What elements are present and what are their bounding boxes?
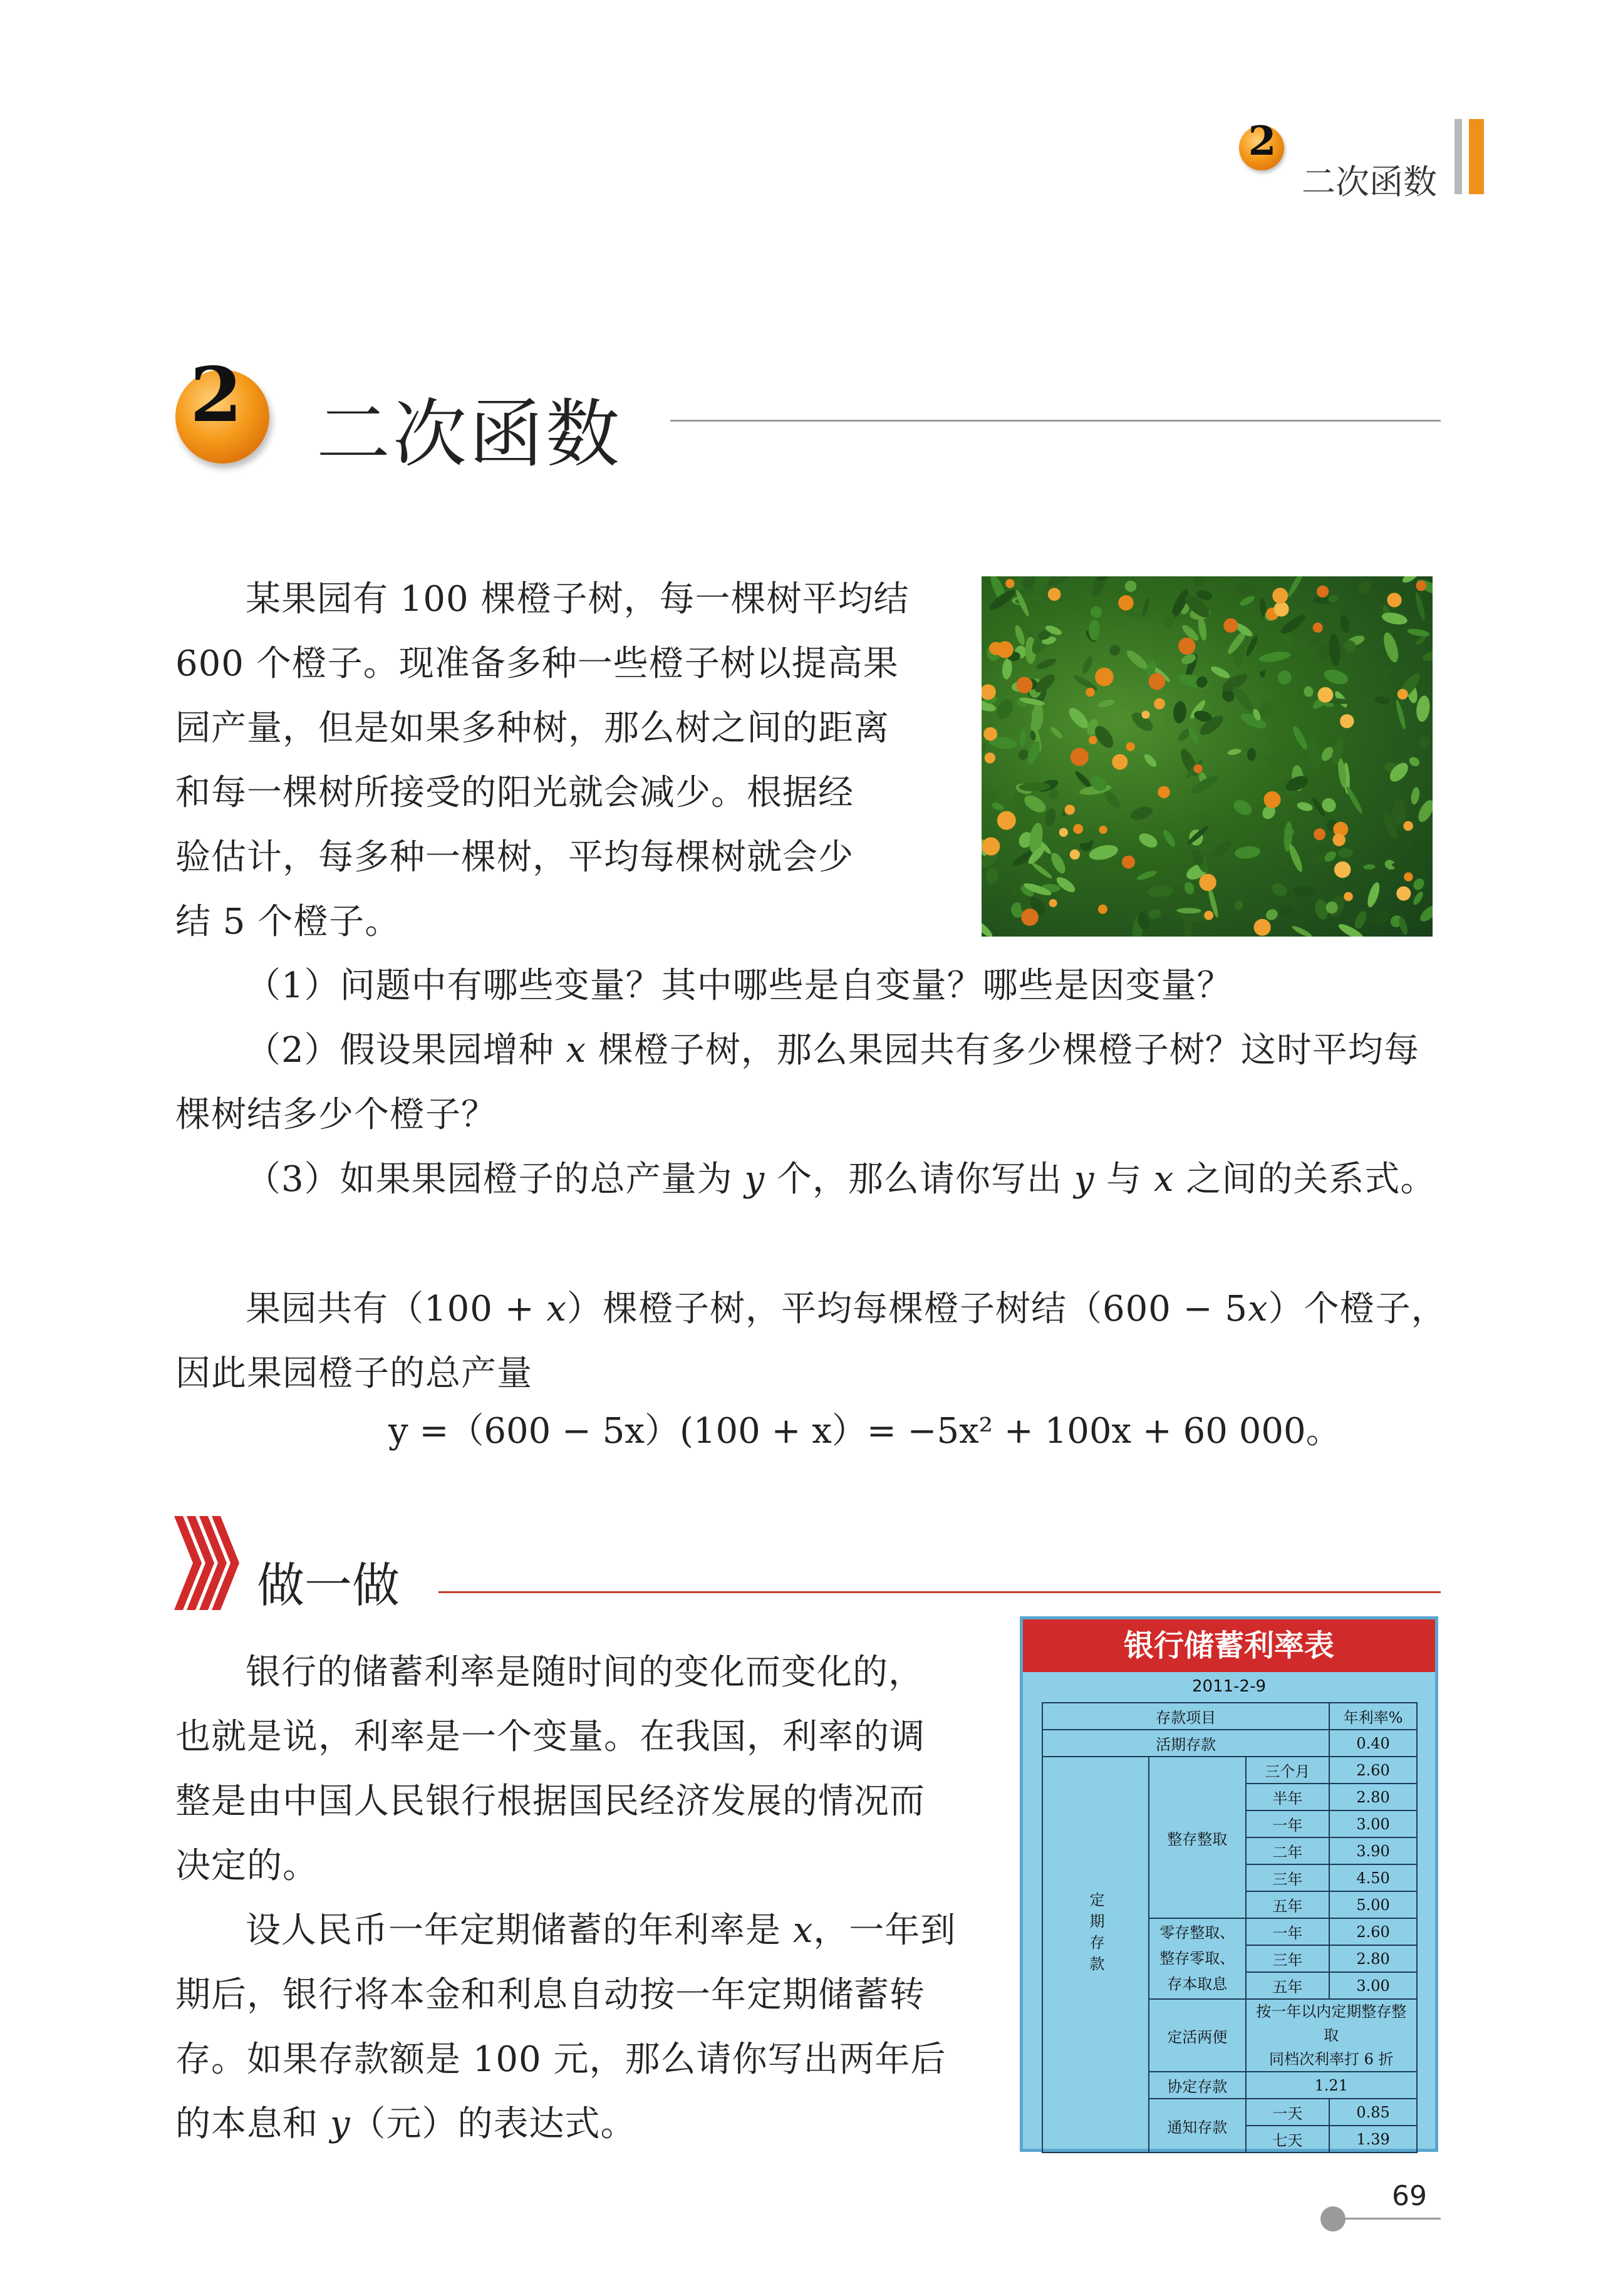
section-title: 做一做 bbox=[257, 1557, 400, 1613]
leaf-shape bbox=[1414, 591, 1427, 621]
orange-fruit bbox=[1317, 586, 1329, 598]
orange-fruit bbox=[1272, 588, 1288, 603]
leaf-shape bbox=[1234, 581, 1258, 597]
answer-line-2: 因此果园橙子的总产量 bbox=[175, 1353, 532, 1394]
orange-fruit bbox=[1070, 849, 1080, 860]
leaf-shape bbox=[1277, 670, 1292, 686]
chapter-title-rule bbox=[670, 420, 1441, 422]
leaf-shape bbox=[987, 788, 1000, 803]
chapter-title: 二次函数 bbox=[316, 391, 623, 477]
leaf-shape bbox=[1210, 838, 1235, 861]
table-cell: 2.80 bbox=[1329, 1945, 1417, 1972]
chapter-number: 2 bbox=[190, 351, 242, 439]
leaf-shape bbox=[1411, 838, 1433, 852]
leaf-shape bbox=[1148, 908, 1162, 920]
orange-fruit bbox=[1318, 687, 1334, 703]
orange-fruit bbox=[1313, 623, 1323, 633]
leaf-shape bbox=[1291, 924, 1314, 937]
orange-fruit bbox=[1334, 861, 1351, 878]
table-row bbox=[1042, 1730, 1417, 1757]
leaf-shape bbox=[1002, 658, 1013, 680]
leaf-shape bbox=[1044, 808, 1057, 827]
orange-fruit bbox=[1204, 911, 1213, 920]
leaf-shape bbox=[1322, 667, 1350, 687]
table-cell: 三年 bbox=[1246, 1864, 1330, 1891]
intro-paragraph bbox=[175, 567, 965, 954]
table-cell: 按一年以内定期整存整取 同档次利率打 6 折 bbox=[1246, 1999, 1418, 2072]
orange-fruit bbox=[1149, 673, 1166, 690]
leaf-shape bbox=[1293, 885, 1317, 897]
header-chapter-number: 2 bbox=[1248, 118, 1277, 165]
rate-table-title: 银行储蓄利率表 bbox=[1023, 1619, 1435, 1672]
orange-fruit bbox=[1404, 873, 1413, 881]
table-cell: 协定存款 bbox=[1149, 2072, 1246, 2099]
leaf-shape bbox=[1014, 624, 1027, 646]
leaf-shape bbox=[1392, 798, 1406, 826]
orange-fruit bbox=[1199, 874, 1216, 891]
table-cell: 零存整取、 整存零取、 存本取息 bbox=[1149, 1918, 1246, 1999]
orange-fruit bbox=[1086, 688, 1094, 697]
leaf-shape bbox=[1136, 869, 1158, 881]
leaf-shape bbox=[1230, 684, 1256, 714]
table-header-rate: 年利率% bbox=[1329, 1703, 1417, 1730]
orange-fruit bbox=[1264, 791, 1281, 808]
activity-line: 决定的。 bbox=[175, 1846, 318, 1886]
leaf-shape bbox=[1365, 881, 1382, 908]
leaf-shape bbox=[1141, 597, 1151, 617]
table-row bbox=[1042, 1757, 1417, 1784]
orange-fruit bbox=[1344, 892, 1353, 901]
orange-fruit bbox=[982, 838, 1000, 856]
table-cell: 1.21 bbox=[1246, 2072, 1418, 2099]
leaf-shape bbox=[1147, 885, 1174, 898]
leaf-shape bbox=[1286, 576, 1305, 598]
leaf-shape bbox=[1374, 696, 1390, 705]
leaf-shape bbox=[1304, 737, 1324, 771]
page-number-line bbox=[1340, 2218, 1441, 2220]
leaf-shape bbox=[1381, 631, 1401, 664]
table-cell: 定活两便 bbox=[1149, 1999, 1246, 2072]
orange-fruit bbox=[1223, 618, 1238, 633]
section-chevron-icon bbox=[174, 1516, 243, 1610]
page-number: 69 bbox=[1392, 2180, 1427, 2212]
orange-fruit bbox=[1048, 588, 1061, 601]
orange-fruit bbox=[1089, 736, 1097, 745]
orange-fruit bbox=[1178, 638, 1195, 655]
leaf-shape bbox=[1097, 699, 1115, 709]
section-rule bbox=[438, 1591, 1441, 1593]
leaf-shape bbox=[1124, 648, 1151, 672]
orange-fruit bbox=[989, 642, 1002, 655]
leaf-shape bbox=[1408, 755, 1421, 768]
leaf-shape bbox=[1344, 785, 1364, 814]
leaf-shape bbox=[1245, 635, 1260, 657]
question-2-cont: 棵树结多少个橙子？ bbox=[175, 1094, 497, 1135]
orange-fruit bbox=[1118, 595, 1133, 610]
leaf-shape bbox=[1107, 643, 1123, 658]
answer-block bbox=[175, 1277, 1447, 1406]
table-cell: 0.85 bbox=[1329, 2099, 1417, 2126]
table-cell: 一年 bbox=[1246, 1810, 1330, 1837]
question-1: （1）问题中有哪些变量？其中哪些是自变量？哪些是因变量？ bbox=[246, 965, 1233, 1006]
orange-fruit bbox=[1112, 754, 1128, 770]
leaf-shape bbox=[1421, 648, 1433, 663]
orange-tree-illustration bbox=[982, 576, 1433, 937]
table-cell: 半年 bbox=[1246, 1784, 1330, 1810]
leaf-shape bbox=[1197, 810, 1215, 827]
header-chapter-title: 二次函数 bbox=[1302, 162, 1437, 202]
leaf-shape bbox=[1279, 905, 1294, 917]
leaf-shape bbox=[1410, 786, 1421, 805]
leaf-shape bbox=[1418, 735, 1431, 751]
table-cell: 活期存款 bbox=[1042, 1730, 1329, 1757]
orange-fruit bbox=[1095, 668, 1114, 687]
header-bar-gray bbox=[1454, 119, 1462, 194]
leaf-shape bbox=[1328, 633, 1341, 666]
leaf-shape bbox=[1394, 699, 1408, 730]
leaf-shape bbox=[1411, 890, 1424, 906]
leaf-shape bbox=[1233, 899, 1245, 912]
orange-fruit bbox=[1314, 828, 1325, 840]
table-cell: 4.50 bbox=[1329, 1864, 1417, 1891]
table-cell: 一年 bbox=[1246, 1918, 1330, 1945]
activity-line: 期后，银行将本金和利息自动按一年定期储蓄转 bbox=[175, 1975, 925, 2015]
table-cell: 3.00 bbox=[1329, 1810, 1417, 1837]
orange-fruit bbox=[1142, 710, 1150, 719]
leaf-shape bbox=[1173, 700, 1188, 724]
orange-fruit bbox=[1021, 908, 1039, 926]
activity-line: 设人民币一年定期储蓄的年利率是 x，一年到 bbox=[246, 1910, 957, 1951]
orange-fruit bbox=[1193, 764, 1202, 773]
question-2: （2）假设果园增种 x 棵橙子树，那么果园共有多少棵橙子树？这时平均每 bbox=[246, 1030, 1419, 1071]
leaf-shape bbox=[1176, 908, 1201, 914]
leaf-shape bbox=[1407, 628, 1431, 638]
orange-fruit bbox=[1005, 579, 1014, 588]
fixed-deposit-label: 定期存款 bbox=[1042, 1757, 1149, 2153]
leaf-shape bbox=[1415, 695, 1431, 722]
leaf-shape bbox=[991, 801, 1005, 813]
leaf-shape bbox=[1234, 845, 1261, 860]
leaf-shape bbox=[1270, 880, 1289, 898]
table-cell: 0.40 bbox=[1329, 1730, 1417, 1757]
leaf-shape bbox=[1072, 673, 1099, 693]
leaf-shape bbox=[1035, 657, 1057, 672]
leaf-shape bbox=[1129, 804, 1154, 823]
table-row bbox=[1042, 1703, 1417, 1730]
orange-fruit bbox=[1049, 899, 1057, 907]
leaf-shape bbox=[1352, 909, 1369, 930]
orange-fruit bbox=[1254, 919, 1271, 936]
table-cell: 1.39 bbox=[1329, 2126, 1417, 2153]
leaf-shape bbox=[1142, 752, 1158, 769]
orange-fruit bbox=[985, 752, 995, 763]
leaf-shape bbox=[1415, 797, 1433, 824]
orange-fruit bbox=[1387, 593, 1401, 607]
leaf-shape bbox=[1137, 831, 1160, 851]
leaf-shape bbox=[1247, 748, 1257, 761]
orange-fruit bbox=[1059, 828, 1068, 837]
header-bar-orange bbox=[1469, 119, 1484, 194]
table-header-item: 存款项目 bbox=[1042, 1703, 1329, 1730]
table-cell: 三个月 bbox=[1246, 1757, 1330, 1784]
leaf-shape bbox=[1081, 655, 1094, 675]
leaf-shape bbox=[1303, 685, 1314, 697]
leaf-shape bbox=[1054, 875, 1077, 895]
table-cell: 通知存款 bbox=[1149, 2099, 1246, 2153]
leaf-shape bbox=[1161, 828, 1177, 848]
leaf-shape bbox=[1370, 907, 1393, 929]
leaf-shape bbox=[1267, 851, 1294, 871]
rate-table-grid bbox=[1042, 1702, 1418, 2153]
table-cell: 3.90 bbox=[1329, 1837, 1417, 1864]
leaf-shape bbox=[1191, 576, 1207, 588]
leaf-shape bbox=[1296, 801, 1314, 813]
leaf-shape bbox=[1124, 580, 1138, 593]
rate-table-date: 2011-2-9 bbox=[1191, 1677, 1266, 1696]
intro-line: 验估计，每多种一棵树，平均每棵树就会少 bbox=[175, 837, 854, 878]
leaf-shape bbox=[1238, 594, 1256, 607]
intro-line: 园产量，但是如果多种树，那么树之间的距离 bbox=[175, 708, 889, 749]
table-cell: 一天 bbox=[1246, 2099, 1330, 2126]
activity-line: 整是由中国人民银行根据国民经济发展的情况而 bbox=[175, 1781, 925, 1822]
leaf-shape bbox=[1231, 797, 1255, 818]
table-cell: 二年 bbox=[1246, 1837, 1330, 1864]
table-cell: 五年 bbox=[1246, 1891, 1330, 1918]
intro-line: 600 个橙子。现准备多种一些橙子树以提高果 bbox=[175, 643, 899, 684]
leaf-shape bbox=[1411, 876, 1426, 892]
activity-line: 银行的储蓄利率是随时间的变化而变化的， bbox=[246, 1652, 924, 1693]
leaf-shape bbox=[1090, 606, 1102, 618]
leaf-shape bbox=[1418, 903, 1433, 925]
questions-block bbox=[175, 953, 1447, 1212]
table-cell: 七天 bbox=[1246, 2126, 1330, 2153]
orange-fruit bbox=[1396, 886, 1411, 901]
interest-rate-table bbox=[1020, 1616, 1438, 2152]
leaf-shape bbox=[1009, 611, 1024, 621]
orange-fruit bbox=[1065, 804, 1075, 814]
orange-fruit bbox=[1403, 821, 1413, 831]
leaf-shape bbox=[1209, 664, 1231, 680]
orange-fruit bbox=[1016, 677, 1032, 693]
leaf-shape bbox=[1019, 728, 1026, 747]
orange-fruit bbox=[1340, 714, 1354, 728]
leaf-shape bbox=[1030, 861, 1054, 880]
intro-line: 结 5 个橙子。 bbox=[175, 901, 401, 942]
activity-line: 也就是说，利率是一个变量。在我国，利率的调 bbox=[175, 1717, 925, 1757]
activity-block bbox=[175, 1640, 1009, 2156]
leaf-shape bbox=[1262, 752, 1293, 766]
leaf-shape bbox=[994, 697, 1016, 722]
intro-line: 某果园有 100 棵橙子树，每一棵树平均结 bbox=[246, 579, 910, 620]
table-cell: 3.00 bbox=[1329, 1972, 1417, 1999]
orange-fruit bbox=[997, 811, 1016, 830]
table-cell: 2.60 bbox=[1329, 1757, 1417, 1784]
table-cell: 5.00 bbox=[1329, 1891, 1417, 1918]
orange-fruit bbox=[1274, 601, 1289, 616]
orange-fruit bbox=[1071, 748, 1089, 766]
leaf-shape bbox=[1363, 864, 1376, 870]
leaf-shape bbox=[984, 866, 1000, 886]
leaf-shape bbox=[982, 918, 995, 937]
activity-line: 存。如果存款额是 100 元，那么请你写出两年后 bbox=[175, 2039, 946, 2080]
orange-tree-photo bbox=[982, 576, 1433, 937]
leaf-shape bbox=[1380, 665, 1391, 678]
orange-fruit bbox=[1099, 826, 1107, 834]
intro-line: 和每一棵树所接受的阳光就会减少。根据经 bbox=[175, 772, 854, 813]
orange-fruit bbox=[1154, 699, 1165, 710]
orange-fruit bbox=[1073, 824, 1083, 834]
table-cell: 五年 bbox=[1246, 1972, 1330, 1999]
table-cell: 三年 bbox=[1246, 1945, 1330, 1972]
orange-fruit bbox=[1098, 905, 1107, 914]
orange-fruit bbox=[1333, 833, 1346, 846]
orange-fruit bbox=[1158, 786, 1169, 798]
leaf-shape bbox=[1049, 725, 1064, 740]
leaf-shape bbox=[1290, 724, 1310, 751]
activity-line: 的本息和 y（元）的表达式。 bbox=[175, 2104, 636, 2144]
orange-fruit bbox=[1126, 742, 1135, 751]
orange-fruit bbox=[1416, 581, 1426, 591]
table-cell: 2.60 bbox=[1329, 1918, 1417, 1945]
orange-fruit bbox=[1397, 689, 1408, 700]
orange-fruit bbox=[1122, 856, 1135, 869]
answer-line-1: 果园共有（100 + x）棵橙子树，平均每棵橙子树结（600 − 5x）个橙子， bbox=[246, 1289, 1447, 1329]
leaf-shape bbox=[1116, 739, 1126, 755]
orange-fruit bbox=[983, 727, 997, 741]
leaf-shape bbox=[1227, 748, 1242, 756]
leaf-shape bbox=[1337, 848, 1353, 858]
leaf-shape bbox=[1049, 851, 1068, 876]
quadratic-formula: y =（600 − 5x）(100 + x）= −5x² + 100x + 60 000。 bbox=[388, 1411, 1341, 1452]
table-cell: 2.80 bbox=[1329, 1784, 1417, 1810]
question-3: （3）如果果园橙子的总产量为 y 个，那么请你写出 y 与 x 之间的关系式。 bbox=[246, 1159, 1436, 1200]
leaf-shape bbox=[1356, 579, 1373, 596]
table-cell: 整存整取 bbox=[1149, 1757, 1246, 1918]
